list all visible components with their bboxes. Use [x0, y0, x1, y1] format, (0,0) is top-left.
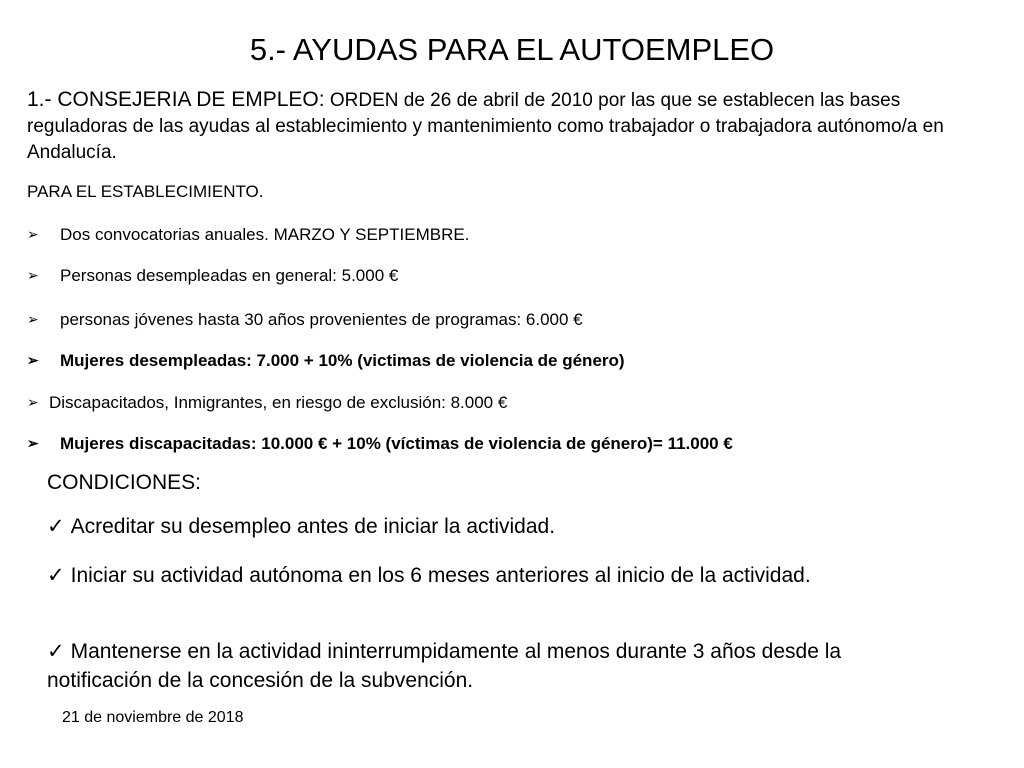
bullet-item — [27, 263, 1007, 288]
condition-item — [47, 637, 907, 695]
bullet-text: Mujeres desempleadas: 7.000 + 10% (victimas de violencia de género) — [60, 351, 625, 370]
bullet-text: Dos convocatorias anuales. MARZO Y SEPTIEMBRE. — [60, 225, 470, 244]
intro-text: ORDEN de 26 de abril de 2010 por las que se establecen las bases reguladoras de las ayudas al establecimiento y mantenimiento como trabajador o trabajadora autónomo/a en Andalucía. — [27, 90, 944, 163]
bullet-text: Mujeres discapacitadas: 10.000 € + 10% (víctimas de violencia de género)= 11.000 € — [60, 434, 733, 453]
bullet-item — [27, 307, 1007, 332]
condition-text: Iniciar su actividad autónoma en los 6 meses anteriores al inicio de la actividad. — [70, 564, 811, 587]
arrow-bullet-icon: ➢ — [27, 435, 39, 451]
arrow-bullet-icon: ➢ — [27, 394, 39, 410]
arrow-bullet-icon: ➢ — [27, 226, 39, 242]
condition-item — [47, 512, 907, 541]
condition-text: Acreditar su desempleo antes de iniciar la actividad. — [70, 515, 556, 538]
conditions-heading: CONDICIONES: — [47, 471, 202, 494]
slide-title: 5.- AYUDAS PARA EL AUTOEMPLEO — [249, 32, 775, 67]
check-icon: ✓ — [47, 515, 65, 538]
condition-text: Mantenerse en la actividad ininterrumpidamente al menos durante 3 años desde la notificación de la concesión de la subvención. — [47, 640, 842, 692]
bullet-item — [27, 431, 1007, 456]
bullet-text: Discapacitados, Inmigrantes, en riesgo de exclusión: 8.000 € — [49, 393, 508, 412]
check-icon: ✓ — [47, 640, 65, 663]
condition-item — [47, 561, 907, 590]
footer-date: 21 de noviembre de 2018 — [62, 709, 244, 726]
arrow-bullet-icon: ➢ — [27, 267, 39, 283]
section-heading: PARA EL ESTABLECIMIENTO. — [27, 182, 264, 201]
bullet-text: Personas desempleadas en general: 5.000 € — [60, 266, 399, 285]
intro-paragraph — [27, 87, 987, 166]
arrow-bullet-icon: ➢ — [27, 311, 39, 327]
bullet-item — [27, 348, 1007, 373]
bullet-text: personas jóvenes hasta 30 años provenientes de programas: 6.000 € — [60, 310, 583, 329]
arrow-bullet-icon: ➢ — [27, 352, 39, 368]
bullet-item — [27, 222, 1007, 247]
bullet-item — [27, 390, 1007, 415]
intro-lead: 1.- CONSEJERIA DE EMPLEO: — [27, 88, 325, 111]
check-icon: ✓ — [47, 564, 65, 587]
